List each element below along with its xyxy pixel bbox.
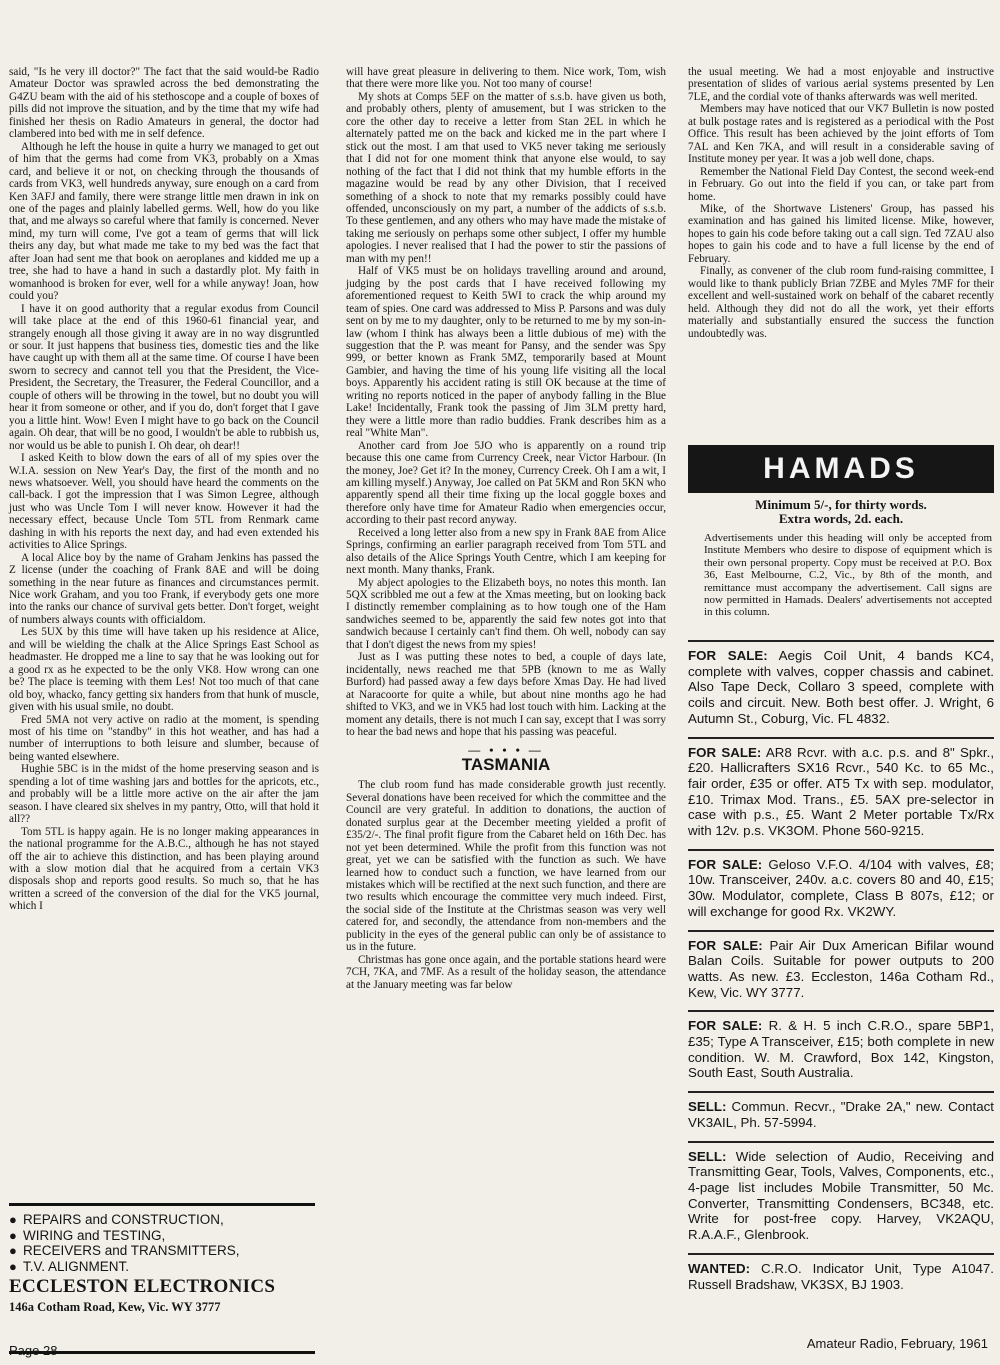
hamads-rules: Advertisements under this heading will only be accepted from Institute Members who desire to dispose of equipment which is their own personal property. Copy must be received at P.O. Box 36, East Melbourne, C.2, Vic., by 8th of the month, and remittance must accompany the advertisement. Call signs are now permitted in Hamads. Dealers' advertisements not accepted in this column.: [704, 532, 992, 619]
advert-address: 146a Cotham Road, Kew, Vic. WY 3777: [9, 1300, 221, 1314]
hamad-text: Wide selection of Audio, Receiving and Transmitting Gear, Tools, Valves, Components, etc., 4-page list includes Mobile Transmitter, 50 Mc. Converter, Transmitting Condensers, BC348, etc. Write for post-free copy. Harvey, VK2AQU, R.A.A.F., Glenbrook.: [688, 1148, 994, 1243]
tasmania-paragraph: Finally, as convener of the club room fund-raising committee, I would like to thank publicly Brian 7ZBE and Myles 7MF for their excellent and well-sustained work on behalf of the cabaret recently held. Although they did not do all the work, yet their efforts materially and substantially ensured the success the function undoubtedly was.: [688, 265, 994, 340]
tasmania-paragraph: Mike, of the Shortwave Listeners' Group, has passed his examination and has gained his limited license. Mike, however, hopes to gain his code before taking out a call sign. Ted 7ZAU also hopes to gain his code and to have a full license by the end of February.: [688, 202, 994, 265]
column-right: [688, 66, 994, 340]
eccleston-advertisement: [9, 1203, 315, 1354]
tasmania-paragraph: The club room fund has made considerable growth just recently. Several donations have been received for which the committee and the Council are very grateful. In addition to donations, the auction of donated surplus gear at the December meeting yielded a profit of £35/2/-. The final profit figure from the Cabaret held on 16th Dec. has not yet been determined. While the profit from this function was not great, yet we can be satisfied with the function as such. We have learned how to conduct such a function, we have learned from our mistakes which will be rectified at the next such function, and there are two results which encourage the committee very much indeed. First, the social side of the Institute at the Christmas season was very well catered for, and secondly, the attendance from non-members and the publicity in the eyes of the general public can only be of assistance to us in the future.: [346, 779, 666, 954]
hamad-tag: SELL:: [688, 1148, 727, 1164]
publication-footer: Amateur Radio, February, 1961: [806, 1336, 988, 1351]
article-paragraph: Hughie 5BC is in the midst of the home preserving season and is spending a lot of time washing jars and bottles for the apricots, etc., and probably will be a little more active on the air after the jam season. I have cleared six shelves in my pantry, Otto, will that hold it all??: [9, 763, 319, 826]
article-paragraph: Fred 5MA not very active on radio at the moment, is spending most of his time on "standby" in this hot weather, and has had a number of interruptions to both leisure and slumber, because of being wanted elsewhere.: [9, 713, 319, 763]
page-number: Page 28: [9, 1343, 58, 1358]
column-left: [9, 66, 319, 913]
hamad-classified: [688, 737, 994, 843]
hamads-rate-minimum: Minimum 5/-, for thirty words.: [755, 497, 927, 512]
article-paragraph: I have it on good authority that a regular exodus from Council will take place at the end of this 1960-61 financial year, and strangely enough all those giving it away are in no way disgruntled or sour. It just happens that business ties, domestic ties and the like have caught up with them all at the same time. Of course I have been sworn to secrecy and cannot tell you that the President, the Vice-President, the Secretary, the Treasurer, the Federal Councillor, and a couple of others will be throwing in the towel, but no doubt you will hear it from someone or other, and if you do, don't forget that I gave you a little hint. Wow! Even I might have to go back on the Council again. Oh dear, that will be no good, I wouldn't be able to rubbish us, nor would us be able to punish I. Oh dear, oh dear!!: [9, 302, 319, 452]
bullet-icon: ●: [9, 1212, 17, 1227]
advert-service-text: REPAIRS and CONSTRUCTION,: [23, 1212, 224, 1227]
hamad-classified: [688, 1141, 994, 1247]
hamad-text: Commun. Recvr., "Drake 2A," new. Contact VK3AIL, Ph. 57-5994.: [688, 1099, 994, 1130]
article-paragraph: will have great pleasure in delivering to them. Nice work, Tom, wish that there were more like you. Not too many of course!: [346, 66, 666, 91]
advert-services-list: [9, 1212, 315, 1274]
hamad-classified: [688, 1010, 994, 1085]
advert-service-item: [9, 1259, 315, 1275]
hamad-tag: FOR SALE:: [688, 744, 762, 760]
hamads-rate-extra: Extra words, 2d. each.: [778, 511, 904, 526]
hamad-tag: FOR SALE:: [688, 648, 768, 663]
article-paragraph: I asked Keith to blow down the ears of all of my spies over the W.I.A. session on New Year's Day, the first of the month and no news whatsoever. Well, you should have heard the comments on the call-back. I got the impression that I was Simon Legree, although just who was Uncle Tom I will never know. However it had the necessary effect, because Uncle Tom 5TL from Renmark came dashing in with his reports the next day, and had even extended his activities to Alice Springs.: [9, 452, 319, 552]
hamad-classified: [688, 849, 994, 924]
article-paragraph: A local Alice boy by the name of Graham Jenkins has passed the Z license (under the coaching of Frank 8AE and will be doing something in the near future as finances and circumstances permit. Nice work Graham, and you too Frank, if everybody gets one more into the ranks our chance of survival gets better. Don't forget, weight of numbers always counts with officialdom.: [9, 551, 319, 626]
advert-service-item: [9, 1212, 315, 1228]
column-middle: [346, 66, 666, 991]
article-paragraph: Half of VK5 must be on holidays travelling around and around, judging by the post cards that I have received following my aforementioned request to Keith 5WI to crack the whip around my team of spies. One card was addressed to Miss P. Parsons and was duly sent on by me to my daughter, only to be returned to me by my son-in-law (whom I think has always been a little dubious of me) with the suggestion that the P. was meant for Pansy, and the sender was Spy 999, or better known as Frank 5MZ, temporarily based at Mount Gambier, and having the time of his young life visiting all the local boys. Apparently his accident rating is still OK because at the time of writing no reports noticed in the paper of anybody falling in the Blue Lake! Incidentally, Frank took the passing of Jim 3LM pretty hard, they were a little more than radio buddies. Frank describes him as a real "White Man".: [346, 265, 666, 440]
article-paragraph: Although he left the house in quite a hurry we managed to get out of him that the germs had come from VK3, probably on a Xmas card, and believe it or not, on checking through the thousands of cards from VK3, well hundreds anyway, sure enough on a card from Ken 3AFJ and family, there were strange little men drawn in ink on one of the pages and plainly labelled germs. Well, how do you like that, and me always so careful where that family is concerned. Never mind, my turn will come, I've got a team of germs that will lick theirs any day, but what made me take to my bed was the fact that after Joan had sent me that book on aeroplanes and kidded me up a tree, she had to have a hand in such a dastardly plot. My faith in womanhood is broken for ever, well for a while anyway! Joan, how could you?: [9, 140, 319, 303]
tasmania-paragraph: Remember the National Field Day Contest, the second week-end in February. Go out into the field if you can, or take part from home.: [688, 165, 994, 203]
hamad-tag: FOR SALE:: [688, 1018, 763, 1034]
tasmania-paragraph: the usual meeting. We had a most enjoyable and instructive presentation of slides of various aerial systems presented by Len 7LE, and the cordial vote of thanks afterwards was well merited.: [688, 66, 994, 103]
article-paragraph: Tom 5TL is happy again. He is no longer making appearances in the national programme for the A.B.C., although he has not stayed off the air to achieve this distinction, and has been playing around with a slow motion dial that he acquired from a certain VK3 disposals shop and reports good results. So much so, that he has written a screed of the conversion of the dial for the VK5 journal, which I: [9, 825, 319, 913]
hamad-classified: [688, 640, 994, 731]
tasmania-notes: [346, 779, 666, 991]
advert-service-text: WIRING and TESTING,: [23, 1227, 166, 1243]
hamad-text: Pair Air Dux American Bifilar wound Balan Coils. Suitable for power outputs to 200 watts. As new. £3. Eccleston, 146a Cotham Rd., Kew, Vic. WY 3777.: [688, 937, 994, 1000]
hamad-classified: [688, 1253, 994, 1296]
advert-service-text: RECEIVERS and TRANSMITTERS,: [23, 1243, 240, 1258]
tasmania-paragraph: Members may have noticed that our VK7 Bulletin is now posted at bulk postage rates and is registered as a periodical with the Post Office. This result has been achieved by the joint efforts of Tom 7AL and Ken 7KA, and will result in a considerable saving of Institute money per year. It was a job well done, chaps.: [688, 103, 994, 166]
hamad-tag: SELL:: [688, 1099, 727, 1115]
hamad-text: AR8 Rcvr. with a.c. p.s. and 8" Spkr., £20. Hallicrafters SX16 Rcvr., 540 Kc. to 65 Mc., fair order, £35 or offer. AT5 Tx with sep. modulator, £10. Trimax Mod. Trans., £5. 5AX pre-selector in case with p.s., £5. Want 2 Meter portable Tx/Rx with 12v. p.s. VK3OM. Phone 560-9215.: [688, 744, 995, 839]
hamads-banner: HAMADS: [688, 445, 994, 493]
hamad-text: Geloso V.F.O. 4/104 with valves, £8; 10w. Transceiver, 240v. a.c. covers 80 and 40, £15; 30w. Modulator, complete, Class B 807s, £12; or will exchange for good Rx. VK2WY.: [688, 856, 995, 919]
tasmania-paragraph: Christmas has gone once again, and the portable stations heard were 7CH, 7KA, and 7MF. As a result of the holiday season, the attendance at the January meeting was far below: [346, 953, 666, 991]
article-paragraph: My abject apologies to the Elizabeth boys, no notes this month. Ian 5QX scribbled me out a few at the Xmas meeting, but on looking back I distinctly remember complaining as to how tough one of the Ham sandwiches seemed to be, apparently the said few notes got into that sandwich because I certainly can't find them. Oh well, nobody can say that I don't digest the news from my spies!: [346, 576, 666, 651]
advert-service-item: [9, 1228, 315, 1244]
advert-service-text: T.V. ALIGNMENT.: [23, 1258, 130, 1274]
advert-company-name: ECCLESTON ELECTRONICS: [9, 1276, 276, 1297]
hamad-tag: FOR SALE:: [688, 856, 763, 872]
advert-service-item: [9, 1243, 315, 1259]
hamads-list: [688, 640, 994, 1302]
bullet-icon: ●: [9, 1258, 17, 1274]
article-paragraph: My shots at Comps 5EF on the matter of s.s.b. have given us both, and probably others, plenty of amusement, but I was stricken to the core the other day to receive a letter from Stan 2EL in which he alternately patted me on the back and kicked me in the part where I stick out the most. I am that used to VK5 never taking me seriously that I did not for one moment think that anyone else would, to say nothing of the fact that I did not think that my humble efforts in the magazine would be read by any other Division, that I received something of a shock to note that my remarks possibly could have offended, unconsciously on my part, a number of the addicts of s.s.b. To these gentlemen, and any others who may have made the mistake of taking me seriously on perhaps some other subject, I offer my humble apologies. I never realised that I had the power to stir the passions of man with my pen!!: [346, 90, 666, 265]
article-paragraph: Received a long letter also from a new spy in Frank 8AE from Alice Springs, confirming an earlier paragraph received from Tom 5TL and also details of the Alice Springs Youth Centre, which I am keeping for next month. Many thanks, Frank.: [346, 526, 666, 577]
hamad-classified: [688, 1091, 994, 1134]
hamad-tag: FOR SALE:: [688, 937, 763, 953]
hamad-classified: [688, 930, 994, 1005]
hamads-rate: [688, 498, 994, 526]
article-paragraph: Another card from Joe 5JO who is apparently on a round trip because this one came from Currency Creek, near Victor Harbour. (In the money, Joe? Get it? In the money, Currency Creek. Oh I am a wit, I am killing myself.) Anyway, Joe called on Pat 5KM and Ron 5KN who apparently spend all their time fixing up the local goggle boxes and therefore only have time for Amateur Radio when emergencies occur, according to their past record anyway.: [346, 439, 666, 527]
hamad-text: C.R.O. Indicator Unit, Type A1047. Russell Bradshaw, VK3SX, BJ 1903.: [688, 1260, 994, 1292]
vk5-notes-continued: [346, 66, 666, 738]
article-paragraph: Just as I was putting these notes to bed, a couple of days late, incidentally, news reached me that 5PB (known to me as Wally Burford) had passed away a few days before Xmas Day. He had lived at Naracoorte for quite a while, but about nine months ago he had shifted to VK3, and we in VK5 had lost touch with him. Lacking at the moment any details, there is not much I can say, except that I was sorry to hear the bad news and hope that his passing was peaceful.: [346, 651, 666, 739]
hamad-tag: WANTED:: [688, 1260, 751, 1276]
bullet-icon: ●: [9, 1243, 17, 1258]
hamad-text: R. & H. 5 inch C.R.O., spare 5BP1, £35; Type A Transceiver, £15; both complete in new condition. W. M. Crawford, Box 142, Kingston, South East, South Australia.: [688, 1018, 994, 1081]
article-paragraph: Les 5UX by this time will have taken up his residence at Alice, and will be wielding the chalk at the Alice Springs East School as headmaster. He dropped me a line to say that he was looking out for a good rx as he expected to be the only VK8. How wrong can one be? The place is teeming with them Les! Not too much of that cane old boy, whacko, fancy getting six handers from that hunk of muscle, given with his usual smile, no doubt.: [9, 626, 319, 714]
article-paragraph: said, "Is he very ill doctor?" The fact that the said would-be Radio Amateur Doctor was sprawled across the bed demonstrating the G4ZU beam with the aid of his stethoscope and a couple of boxes of pills did not improve the situation, and by the time that my wife had finished her thesis on Radio Amateurs in general, the doctor had clambered into bed with me in self defence.: [9, 66, 319, 141]
section-title-tasmania: TASMANIA: [461, 754, 551, 774]
hamad-text: Aegis Coil Unit, 4 bands KC4, complete with valves, copper chassis and cabinet. Also Tape Deck, Collaro 3 speed, complete with coils and circuit. New. Both best offer. J. Wright, 6 Autumn St., Coburg, Vic. FL 4832.: [688, 648, 994, 726]
section-separator: — • • • —: [468, 743, 544, 758]
bullet-icon: ●: [9, 1227, 17, 1243]
